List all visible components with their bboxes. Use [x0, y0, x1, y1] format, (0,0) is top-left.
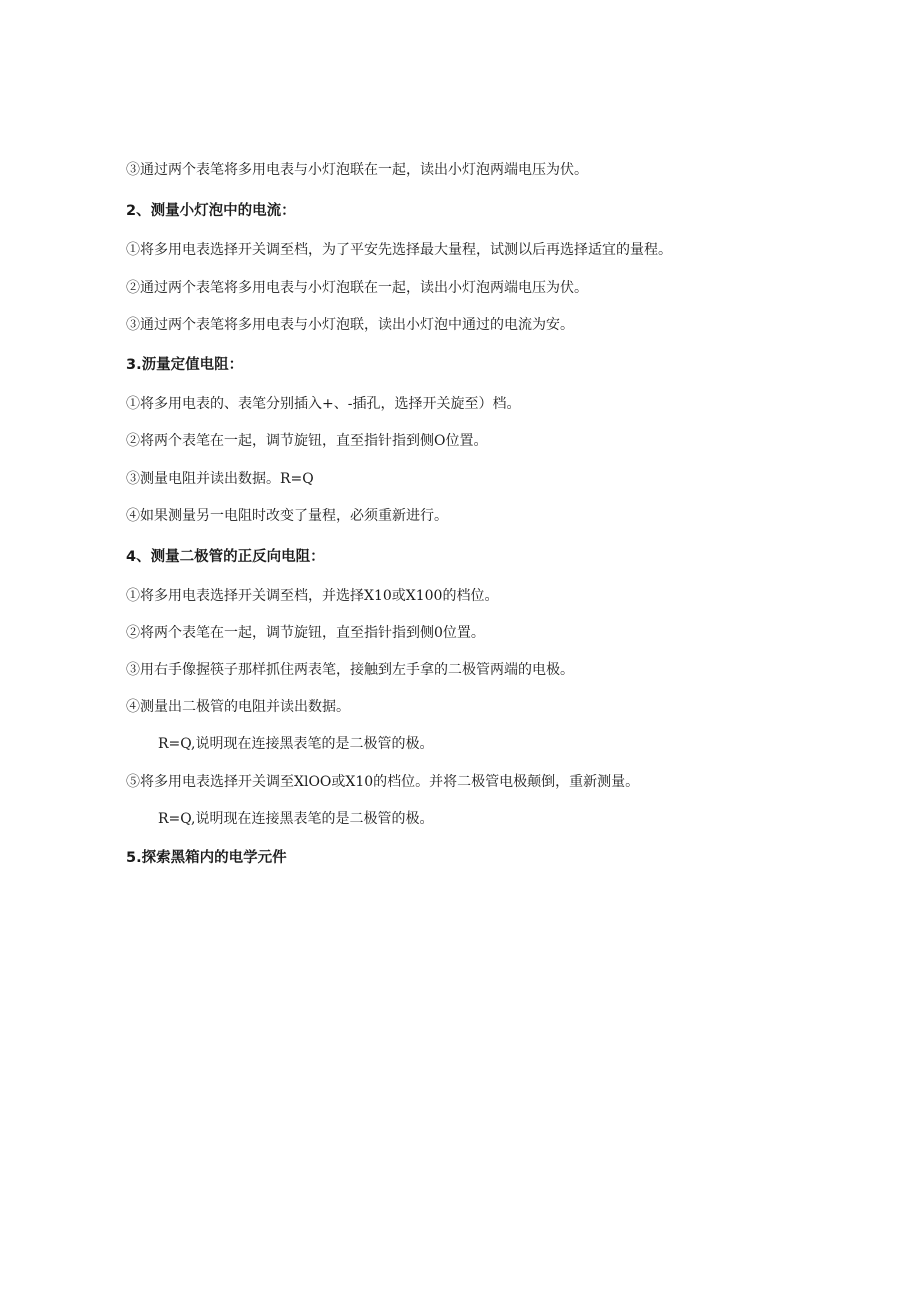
step-3-voltage-reading: ③通过两个表笔将多用电表与小灯泡联在一起，读出小灯泡两端电压为伏。 — [126, 162, 588, 178]
section-2-step-3: ③通过两个表笔将多用电表与小灯泡联，读出小灯泡中通过的电流为安。 — [126, 317, 574, 333]
section-3-step-1: ①将多用电表的、表笔分别插入+、-插孔，选择开关旋至）档。 — [126, 396, 521, 412]
section-4-heading: 4、测量二极管的正反向电阻： — [126, 549, 325, 565]
section-3-heading: 3.沥量定值电阻： — [126, 357, 244, 373]
section-4-step-4: ④测量出二极管的电阻并读出数据。 — [126, 699, 350, 715]
section-4-step-2: ②将两个表笔在一起，调节旋钮，直至指针指到侧0位置。 — [126, 625, 485, 641]
section-4-result-2: R=Q,说明现在连接黑表笔的是二极管的极。 — [158, 811, 434, 827]
section-4-result-1: R=Q,说明现在连接黑表笔的是二极管的极。 — [158, 736, 434, 752]
section-3-step-2: ②将两个表笔在一起，调节旋钮，直至指针指到侧O位置。 — [126, 433, 488, 449]
section-4-step-1: ①将多用电表选择开关调至档，并选择X10或X100的档位。 — [126, 588, 499, 604]
section-2-step-2: ②通过两个表笔将多用电表与小灯泡联在一起，读出小灯泡两端电压为伏。 — [126, 280, 588, 296]
section-2-step-1: ①将多用电表选择开关调至档，为了平安先选择最大量程，试测以后再选择适宜的量程。 — [126, 242, 672, 258]
section-3-step-3: ③测量电阻并读出数据。R=Q — [126, 471, 314, 487]
section-2-heading: 2、测量小灯泡中的电流： — [126, 203, 296, 219]
section-3-step-4: ④如果测量另一电阻时改变了量程，必须重新进行。 — [126, 508, 448, 524]
section-5-heading: 5.探索黑箱内的电学元件 — [126, 850, 287, 866]
section-4-step-3: ③用右手像握筷子那样抓住两表笔，接触到左手拿的二极管两端的电极。 — [126, 662, 574, 678]
section-4-step-5: ⑤将多用电表选择开关调至XlOO或X10的档位。并将二极管电极颠倒，重新测量。 — [126, 774, 640, 790]
